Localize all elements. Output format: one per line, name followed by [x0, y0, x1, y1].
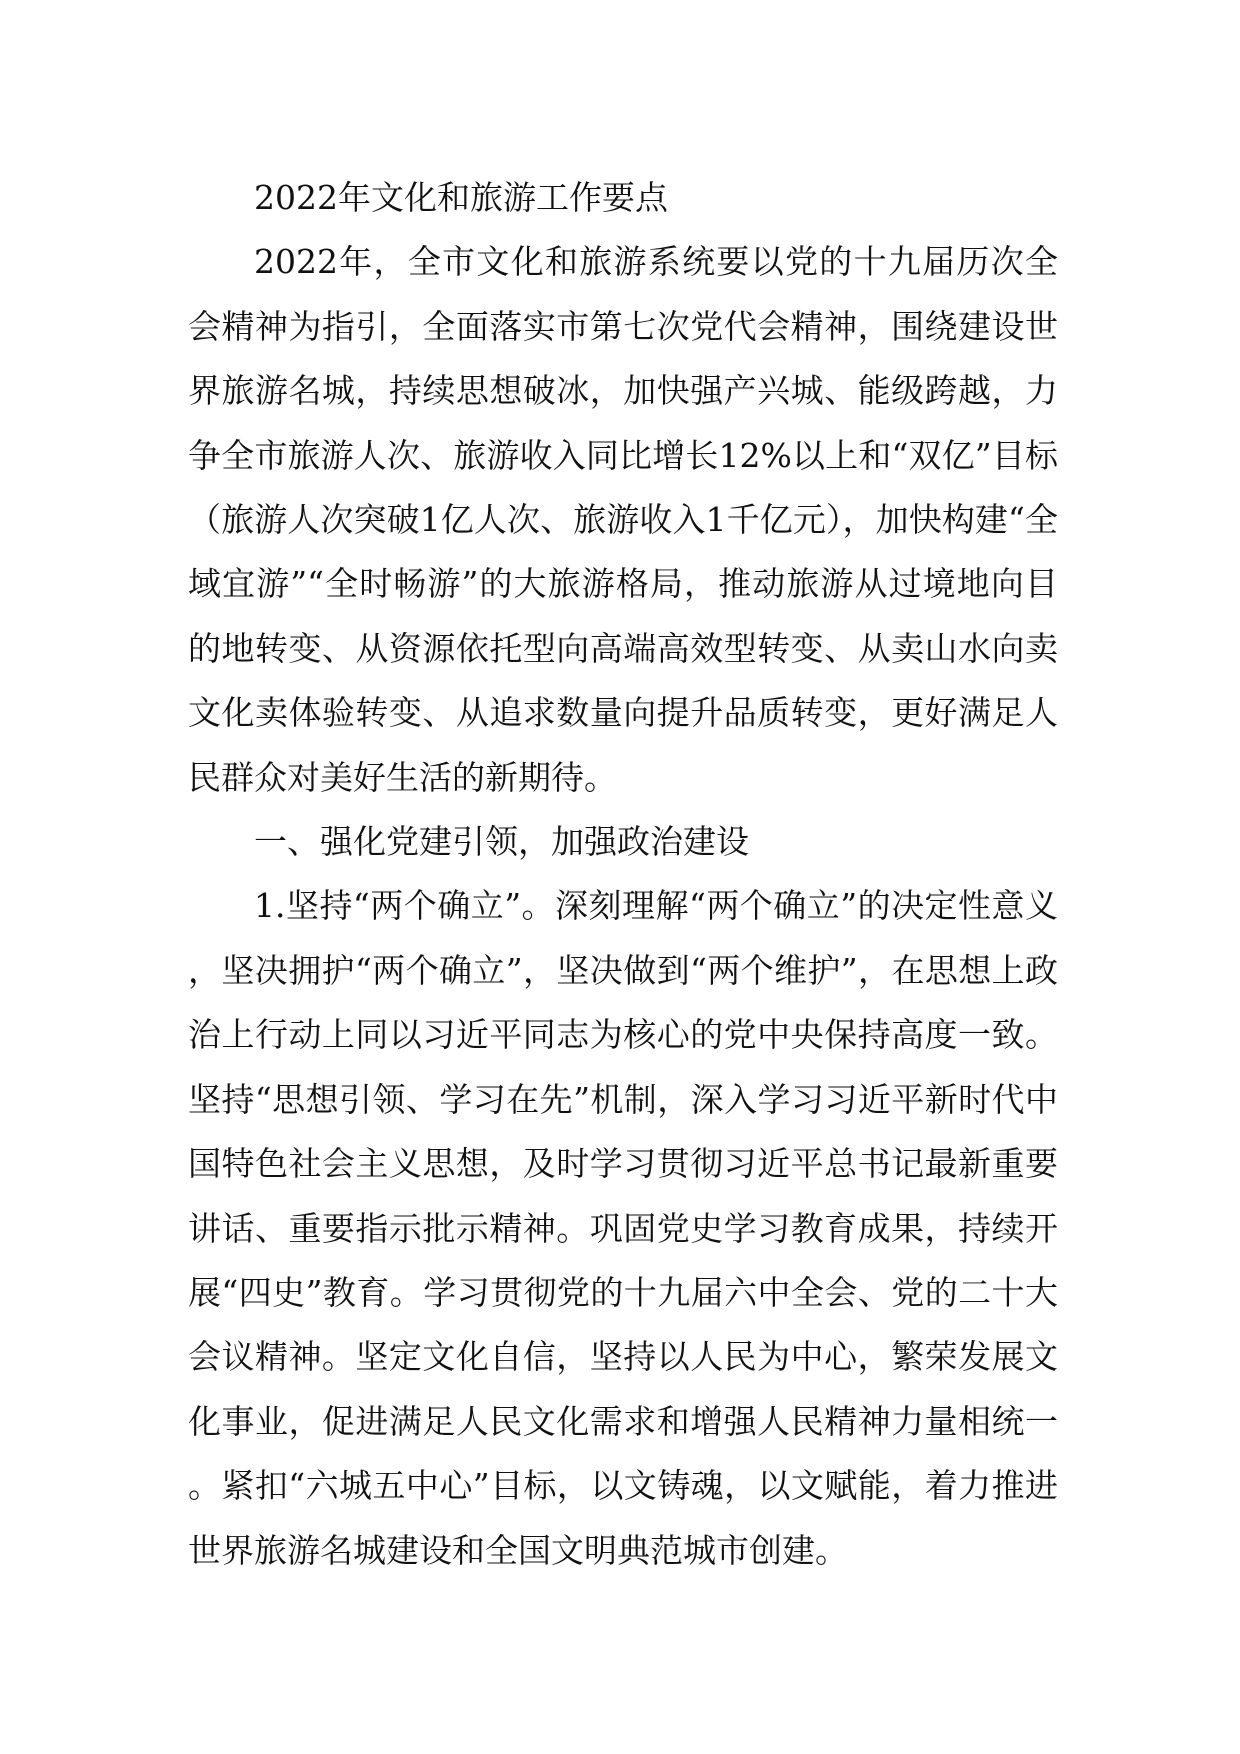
- item-paragraph: 1.坚持“两个确立”。深刻理解“两个确立”的决定性意义，坚决拥护“两个确立”，坚决做到“两个维护”，在思想上政治上行动上同以习近平同志为核心的党中央保持高度一致。坚持“思想引领、学习在先”机制，深入学习习近平新时代中国特色社会主义思想，及时学习贯彻习近平总书记最新重要讲话、重要指示批示精神。巩固党史学习教育成果，持续开展“四史”教育。学习贯彻党的十九届六中全会、党的二十大会议精神。坚定文化自信，坚持以人民为中心，繁荣发展文化事业，促进满足人民文化需求和增强人民精神力量相统一。紧扣“六城五中心”目标，以文铸魂，以文赋能，着力推进世界旅游名城建设和全国文明典范城市创建。: [188, 886, 1058, 1570]
- intro-paragraph: 2022年，全市文化和旅游系统要以党的十九届历次全会精神为指引，全面落实市第七次党代会精神，围绕建设世界旅游名城，持续思想破冰，加快强产兴城、能级跨越，力争全市旅游人次、旅游收入同比增长12%以上和“双亿”目标（旅游人次突破1亿人次、旅游收入1千亿元），加快构建“全域宜游”“全时畅游”的大旅游格局，推动旅游从过境地向目的地转变、从资源依托型向高端高效型转变、从卖山水向卖文化卖体验转变、从追求数量向提升品质转变，更好满足人民群众对美好生活的新期待。: [188, 242, 1058, 797]
- document-body: [188, 166, 1058, 1583]
- document-title: 2022年文化和旅游工作要点: [254, 178, 668, 217]
- section-heading: 一、强化党建引领，加强政治建设: [254, 822, 749, 862]
